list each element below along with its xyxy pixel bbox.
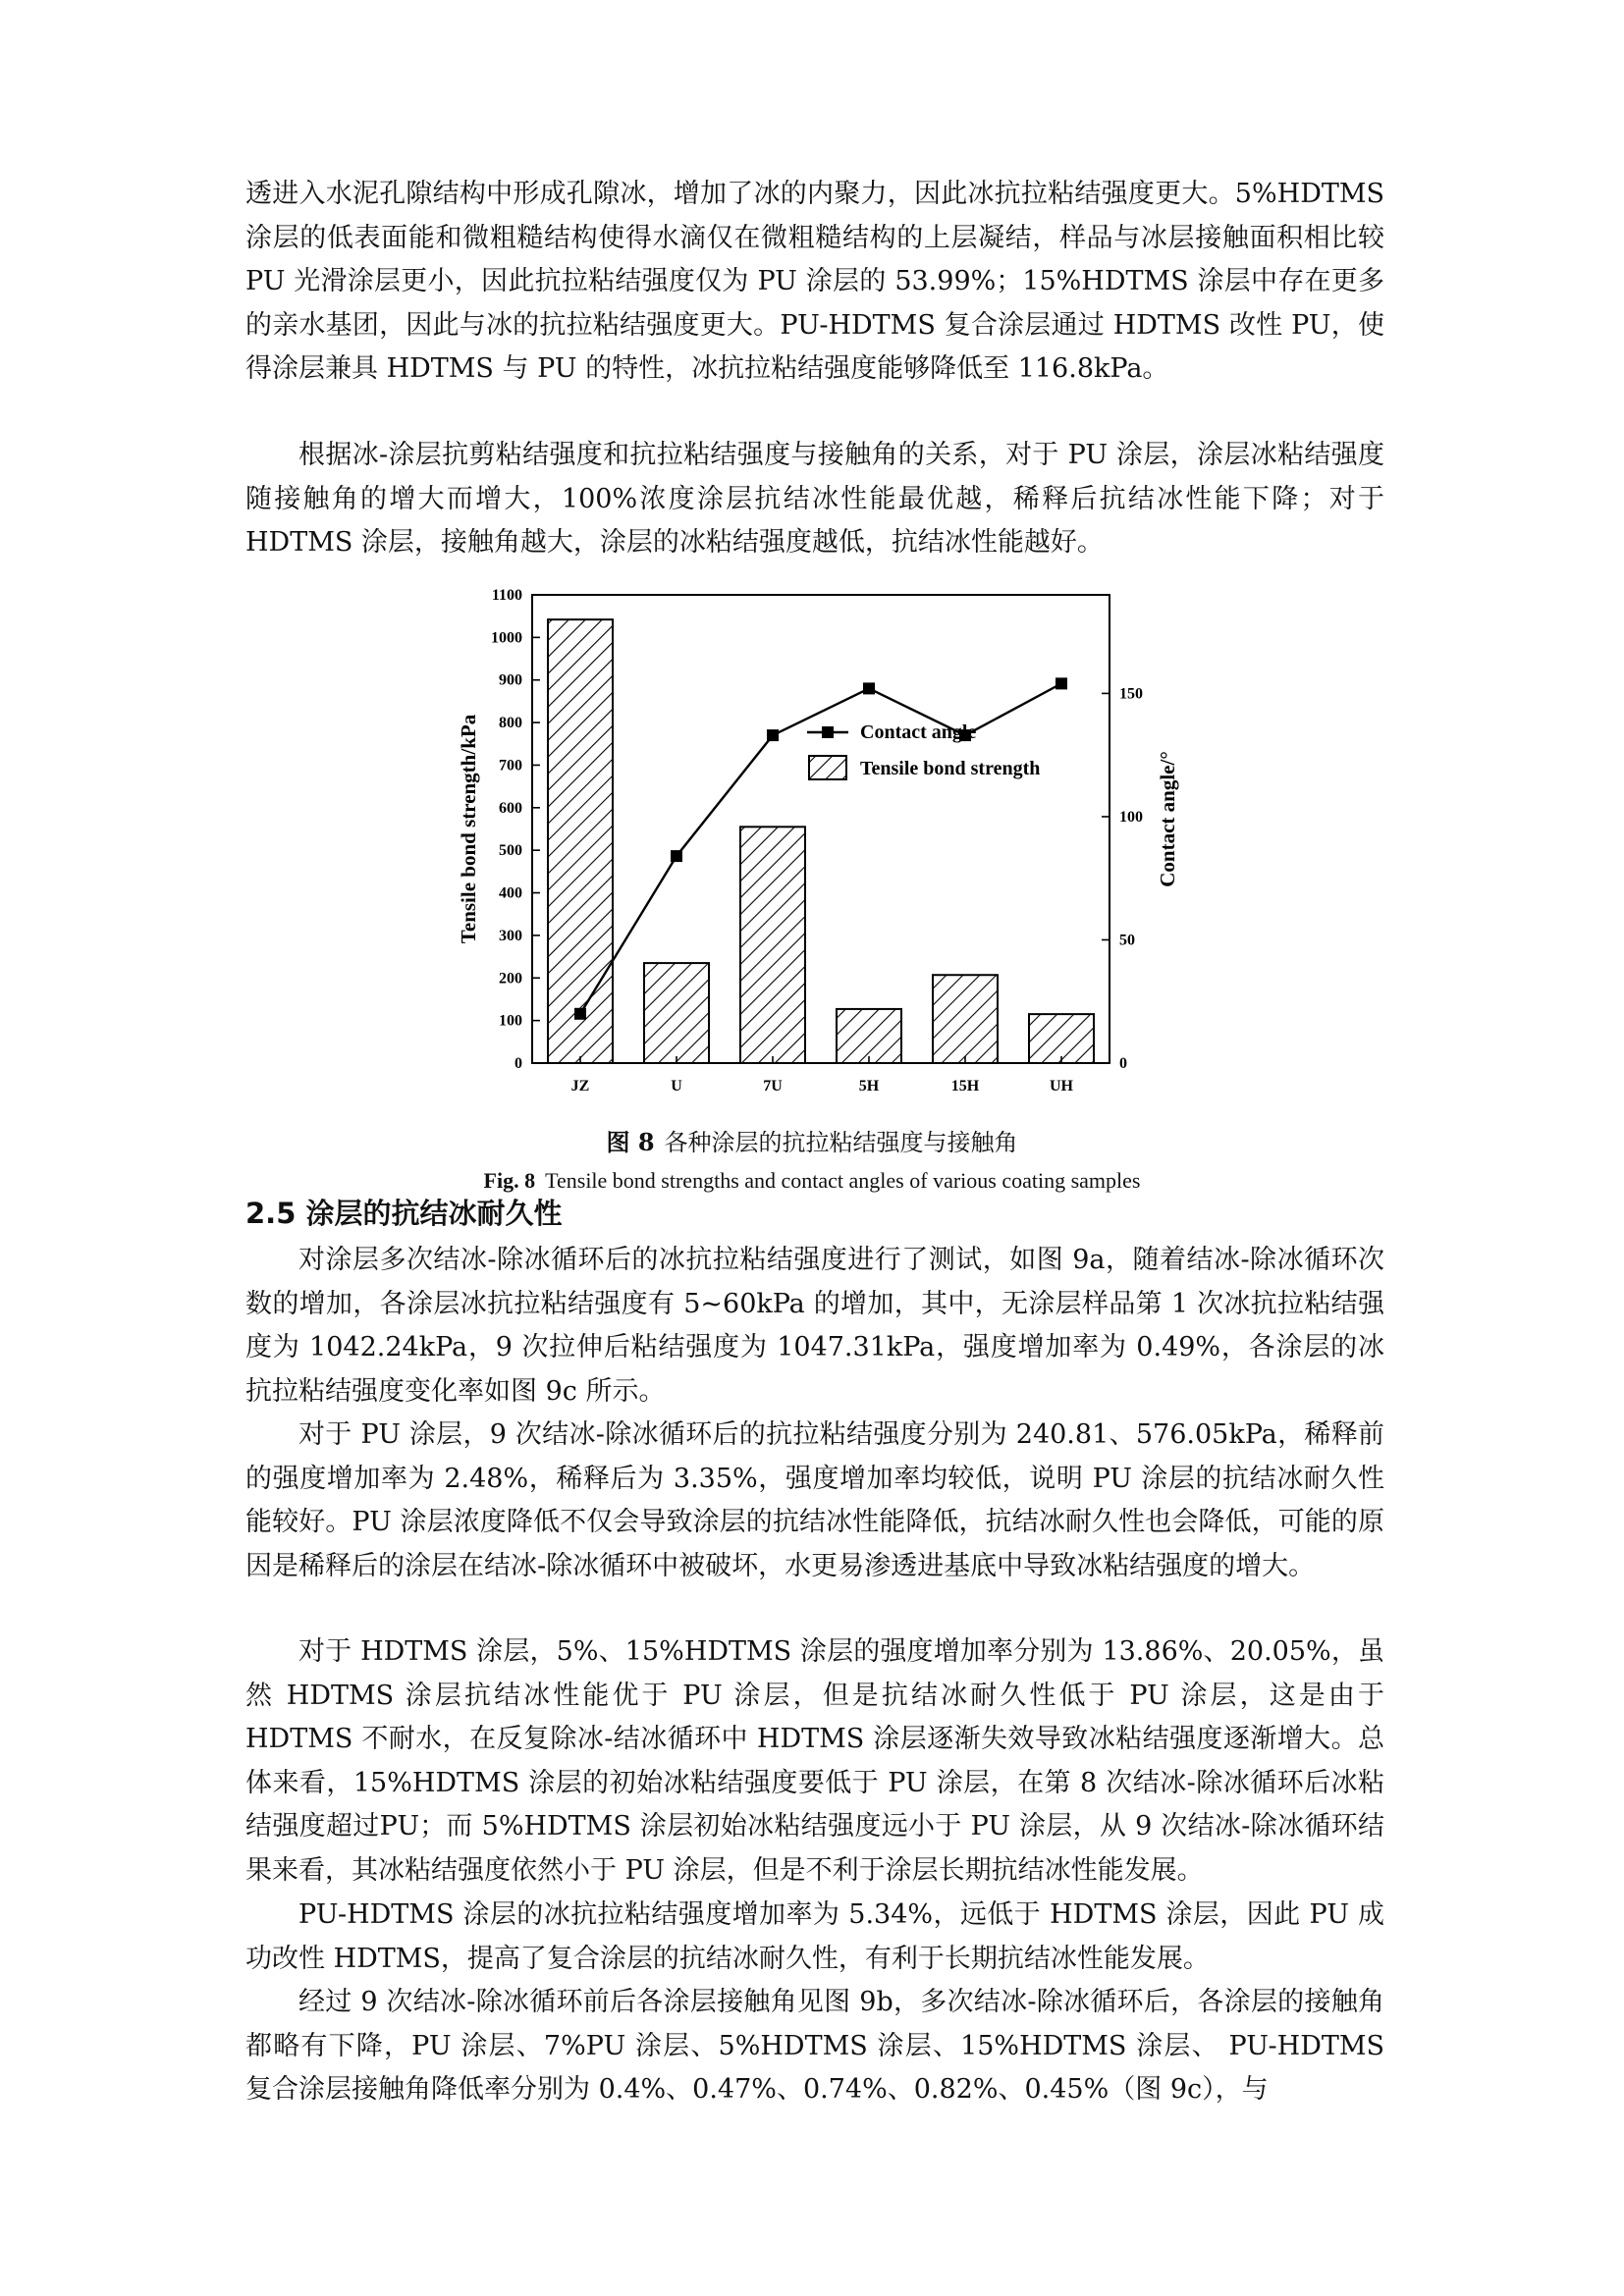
paragraph: 对涂层多次结冰-除冰循环后的冰抗拉粘结强度进行了测试，如图 9a，随着结冰-除冰循环次数的增加，各涂层冰抗拉粘结强度有 5~60kPa 的增加，其中，无涂层样品第 1 次冰抗拉粘结强度为 1042.24kPa，9 次拉伸后粘结强度为 1047.31kPa，强度增加率为 0.49%，各涂层的冰抗拉粘结强度变化率如图 9c 所示。 xyxy=(245,1245,1384,1407)
figure-label-cn: 图 8 xyxy=(606,1128,655,1156)
chart-svg xyxy=(442,579,1188,1109)
legend-bar-swatch xyxy=(809,756,846,779)
y2-tick-label: 100 xyxy=(1119,808,1143,826)
contact-angle-point xyxy=(767,729,779,741)
paragraph: 透进入水泥孔隙结构中形成孔隙冰，增加了冰的内聚力，因此冰抗拉粘结强度更大。5%HDTMS 涂层的低表面能和微粗糙结构使得水滴仅在微粗糙结构的上层凝结，样品与冰层接触面积相比较 PU 光滑涂层更小，因此抗拉粘结强度仅为 PU 涂层的 53.99%；15%HDTMS 涂层中存在更多的亲水基团，因此与冰的抗拉粘结强度更大。PU-HDTMS 复合涂层通过 HDTMS 改性 PU，使得涂层兼具 HDTMS 与 PU 的特性，冰抗拉粘结强度能够降低至 116.8kPa。 xyxy=(245,179,1384,384)
figure-8-chart xyxy=(442,579,1188,1109)
paragraph: PU-HDTMS 涂层的冰抗拉粘结强度增加率为 5.34%，远低于 HDTMS 涂层，因此 PU 成功改性 HDTMS，提高了复合涂层的抗结冰耐久性，有利于长期抗结冰性能发展。 xyxy=(245,1899,1384,1974)
y-tick-label: 200 xyxy=(499,970,522,988)
y-tick-label: 500 xyxy=(499,842,522,860)
bar xyxy=(837,1009,901,1063)
contact-angle-point xyxy=(863,682,875,694)
y-tick-label: 0 xyxy=(514,1055,522,1072)
y-tick-label: 700 xyxy=(499,757,522,774)
figure-caption-text-en: Tensile bond strengths and contact angles of various coating samples xyxy=(545,1168,1141,1193)
paragraph: 根据冰-涂层抗剪粘结强度和抗拉粘结强度与接触角的关系，对于 PU 涂层，涂层冰粘结强度随接触角的增大而增大，100%浓度涂层抗结冰性能最优越，稀释后抗结冰性能下降；对于 HDTMS 涂层，接触角越大，涂层的冰粘结强度越低，抗结冰性能越好。 xyxy=(245,440,1384,558)
y-tick-label: 1000 xyxy=(491,629,522,647)
contact-angle-point xyxy=(574,1008,586,1020)
x-tick-label: 15H xyxy=(950,1078,980,1095)
y2-axis-label: Contact angle/° xyxy=(1156,751,1179,887)
x-tick-label: U xyxy=(671,1078,682,1095)
bar xyxy=(644,963,709,1063)
y-tick-label: 1100 xyxy=(491,587,522,604)
figure-caption-cn xyxy=(0,1127,1624,1158)
paragraph: 对于 HDTMS 涂层，5%、15%HDTMS 涂层的强度增加率分别为 13.86%、20.05%，虽然 HDTMS 涂层抗结冰性能优于 PU 涂层，但是抗结冰耐久性低于 PU 涂层，这是由于 HDTMS 不耐水，在反复除冰-结冰循环中 HDTMS 涂层逐渐失效导致冰粘结强度逐渐增大。总体来看，15%HDTMS 涂层的初始冰粘结强度要低于 PU 涂层，在第 8 次结冰-除冰循环后冰粘结强度超过PU；而 5%HDTMS 涂层初始冰粘结强度远小于 PU 涂层，从 9 次结冰-除冰循环结果来看，其冰粘结强度依然小于 PU 涂层，但是不利于涂层长期抗结冰性能发展。 xyxy=(245,1636,1384,1886)
section-title: 2.5 涂层的抗结冰耐久性 xyxy=(245,1197,563,1230)
y-axis-label: Tensile bond strength/kPa xyxy=(457,714,480,944)
y-tick-label: 400 xyxy=(499,884,522,902)
y-tick-label: 100 xyxy=(499,1012,522,1030)
y2-tick-label: 50 xyxy=(1119,932,1135,949)
figure-caption-text-cn: 各种涂层的抗拉粘结强度与接触角 xyxy=(664,1129,1018,1156)
y-tick-label: 900 xyxy=(499,671,522,689)
legend-label: Contact angle xyxy=(860,721,977,743)
y2-tick-label: 150 xyxy=(1119,685,1143,703)
x-tick-label: 5H xyxy=(858,1078,880,1095)
bar xyxy=(933,975,998,1063)
contact-angle-point xyxy=(1056,677,1067,689)
y-tick-label: 300 xyxy=(499,927,522,944)
paragraph: 对于 PU 涂层，9 次结冰-除冰循环后的抗拉粘结强度分别为 240.81、576.05kPa，稀释前的强度增加率为 2.48%，稀释后为 3.35%，强度增加率均较低，说明 PU 涂层的抗结冰耐久性能较好。PU 涂层浓度降低不仅会导致涂层的抗结冰性能降低，抗结冰耐久性也会降低，可能的原因是稀释后的涂层在结冰-除冰循环中被破坏，水更易渗透进基底中导致冰粘结强度的增大。 xyxy=(245,1419,1384,1581)
y-tick-label: 800 xyxy=(499,715,522,732)
bar xyxy=(548,619,613,1063)
contact-angle-point xyxy=(671,850,682,862)
x-tick-label: UH xyxy=(1050,1078,1073,1095)
x-tick-label: JZ xyxy=(570,1078,590,1095)
plot-frame xyxy=(532,595,1110,1063)
paragraph: 经过 9 次结冰-除冰循环前后各涂层接触角见图 9b，多次结冰-除冰循环后，各涂层的接触角都略有下降，PU 涂层、7%PU 涂层、5%HDTMS 涂层、15%HDTMS 涂层、 PU-HDTMS 复合涂层接触角降低率分别为 0.4%、0.47%、0.74%、0.82%、0.45%（图 9c），与 xyxy=(245,1987,1384,2105)
y-tick-label: 600 xyxy=(499,799,522,817)
bar xyxy=(740,827,805,1063)
legend-label: Tensile bond strength xyxy=(860,758,1041,779)
figure-caption-en xyxy=(0,1166,1624,1196)
legend-line-marker xyxy=(822,726,834,738)
bar xyxy=(1029,1014,1094,1063)
y2-tick-label: 0 xyxy=(1119,1055,1127,1072)
x-tick-label: 7U xyxy=(763,1078,783,1095)
figure-label-en: Fig. 8 xyxy=(483,1168,536,1193)
